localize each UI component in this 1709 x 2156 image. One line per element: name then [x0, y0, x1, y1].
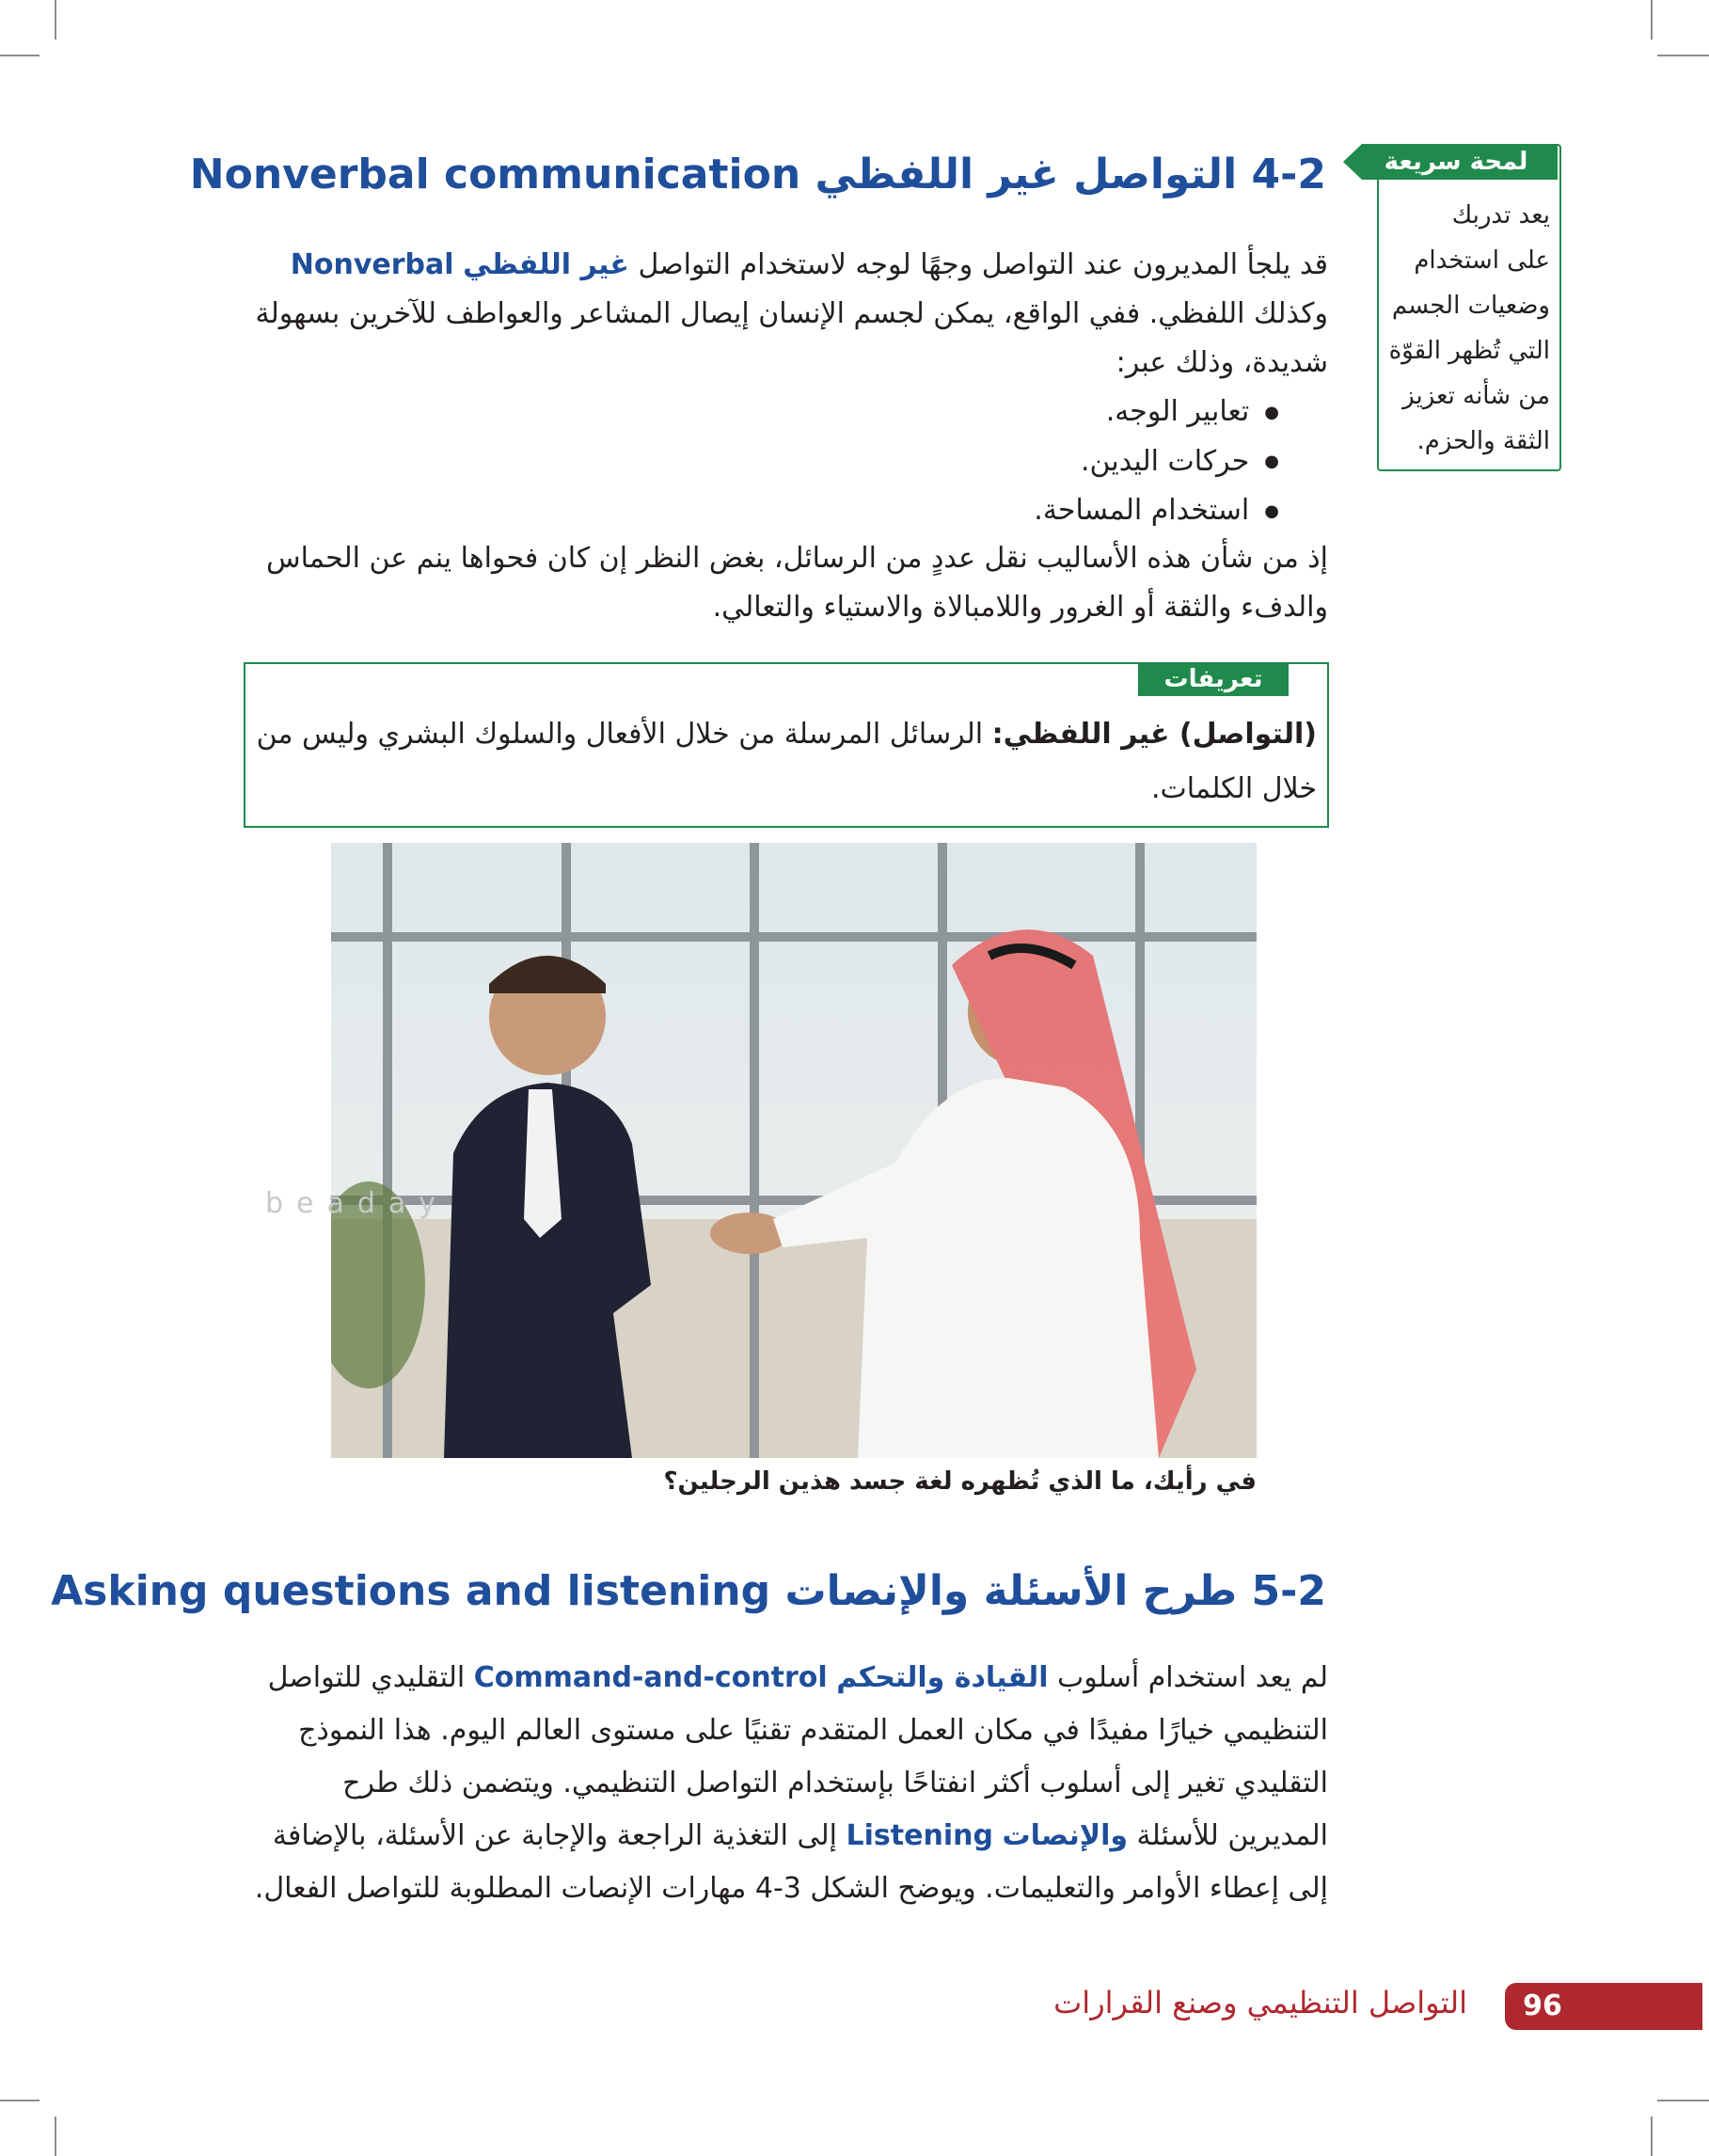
- quick-note-title: لمحة سريعة: [1384, 148, 1528, 176]
- keyword-en: Command-and-control: [473, 1661, 828, 1694]
- definition-term: (التواصل) غير اللفظي:: [991, 718, 1317, 751]
- section-title-ar: التواصل غير اللفظي: [815, 151, 1238, 198]
- paragraph-nonverbal-intro: قد يلجأ المديرون عند التواصل وجهًا لوجه لاستخدام التواصل غير اللفظي Nonverbal وكذلك اللفظي. ففي الواقع، يمكن لجسم الإنسان إيصال المشاعر والعواطف للآخرين بسهولة شديدة، وذلك عبر:: [255, 248, 1328, 379]
- list-item: ● استخدام المساحة.: [564, 486, 1279, 536]
- section-number: 4-2: [1251, 151, 1326, 198]
- crop-mark: [0, 2100, 40, 2101]
- page-number: 96: [1523, 1990, 1562, 2022]
- list-item: ● حركات اليدين.: [564, 437, 1279, 487]
- section-heading-4-2: [189, 151, 1326, 198]
- section-number: 5-2: [1251, 1567, 1326, 1615]
- keyword-ar: غير اللفظي: [463, 248, 629, 281]
- crop-mark: [0, 55, 40, 56]
- paragraph-messages: إذ من شأن هذه الأساليب نقل عددٍ من الرسائل، بغض النظر إن كان فحواها ينم عن الحماس والدفء والثقة أو الغرور واللامبالاة والاستياء والتعالي.: [266, 542, 1328, 624]
- keyword-en: Listening: [846, 1819, 993, 1852]
- definition-text: (التواصل) غير اللفظي: الرسائل المرسلة من خلال الأفعال والسلوك البشري وليس من خلال الكلمات.: [256, 718, 1317, 805]
- crop-mark: [1651, 0, 1653, 40]
- crop-mark: [55, 2116, 56, 2156]
- photo-caption: في رأيك، ما الذي تُظهره لغة جسد هذين الرجلين؟: [663, 1467, 1257, 1496]
- keyword-ar: القيادة والتحكم: [836, 1661, 1049, 1694]
- list-item: ● تعابير الوجه.: [564, 388, 1279, 437]
- crop-mark: [1657, 2100, 1709, 2101]
- watermark: beaday: [265, 1187, 450, 1220]
- crop-mark: [1651, 2116, 1653, 2156]
- handshake-photo: [331, 843, 1257, 1458]
- section-title-ar: طرح الأسئلة والإنصات: [784, 1567, 1238, 1615]
- quick-note-text: يعد تدربك على استخدام وضعيات الجسم التي تُظهر القوّة من شأنه تعزيز الثقة والحزم.: [1388, 201, 1550, 455]
- crop-mark: [1657, 55, 1709, 56]
- section-heading-5-2: [51, 1567, 1326, 1615]
- keyword-en: Nonverbal: [290, 248, 454, 281]
- keyword-ar: والإنصات: [1002, 1819, 1129, 1852]
- paragraph-asking-listening: لم يعد استخدام أسلوب القيادة والتحكم Command-and-control التقليدي للتواصل التنظيمي خيارًا مفيدًا في مكان العمل المتقدم تقنيًا على مستوى العالم اليوم. هذا النموذج التقليدي تغير إلى أسلوب أكثر انفتاحًا بإستخدام التواصل التنظيمي. ويتضمن ذلك طرح المديرين للأسئلة والإنصات Listening إلى التغذية الراجعة والإجابة عن الأسئلة، بالإضافة إلى إعطاء الأوامر والتعليمات. ويوضح الشكل 3-4 مهارات الإنصات المطلوبة للتواصل الفعال.: [254, 1661, 1328, 1905]
- section-title-en: Asking questions and listening: [51, 1567, 771, 1615]
- bullet-list: [564, 388, 1279, 536]
- definition-tag: تعريفات: [1138, 662, 1289, 696]
- chapter-title: التواصل التنظيمي وصنع القرارات: [1053, 1985, 1467, 2021]
- section-title-en: Nonverbal communication: [189, 151, 801, 198]
- crop-mark: [55, 0, 56, 40]
